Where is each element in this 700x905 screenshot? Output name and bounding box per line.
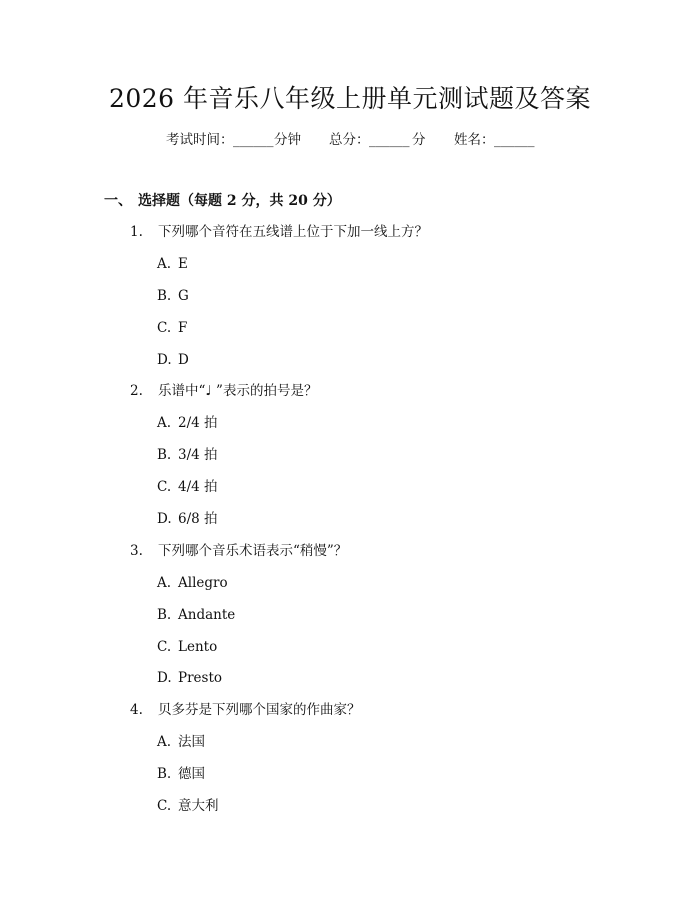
option-1-a	[157, 253, 188, 275]
question-number: 3.	[130, 543, 143, 559]
question-text: 乐谱中“♩ ”表示的拍号是？	[158, 383, 318, 399]
option-text: 4/4 拍	[178, 479, 218, 495]
option-2-d	[157, 508, 218, 530]
option-letter: B.	[157, 447, 172, 463]
time-unit: 分钟	[274, 132, 301, 148]
question-number: 2.	[130, 383, 143, 399]
section-title: 选择题（每题 2 分，共 20 分）	[138, 193, 341, 209]
section-heading	[104, 190, 341, 212]
option-letter: A.	[157, 256, 172, 272]
option-letter: C.	[157, 479, 172, 495]
option-text: 3/4 拍	[178, 447, 218, 463]
option-letter: B.	[157, 288, 172, 304]
option-1-c	[157, 317, 187, 339]
option-letter: B.	[157, 766, 172, 782]
option-2-b	[157, 444, 218, 466]
option-text: 法国	[178, 734, 205, 750]
option-letter: A.	[157, 415, 172, 431]
question-text: 下列哪个音符在五线谱上位于下加一线上方？	[158, 224, 428, 240]
option-letter: D.	[157, 352, 172, 368]
option-1-b	[157, 285, 189, 307]
question-4	[130, 699, 361, 721]
question-2	[130, 380, 317, 402]
option-text: G	[178, 288, 189, 304]
time-blank: ______	[233, 132, 274, 148]
option-text: 德国	[178, 766, 205, 782]
name-blank: ______	[494, 132, 535, 148]
option-letter: C.	[157, 798, 172, 814]
question-text: 贝多芬是下列哪个国家的作曲家？	[158, 702, 361, 718]
option-text: Allegro	[178, 575, 228, 591]
option-3-d	[157, 667, 222, 689]
page-title: 2026 年音乐八年级上册单元测试题及答案	[108, 84, 592, 113]
option-3-c	[157, 636, 217, 658]
question-number: 1.	[130, 224, 143, 240]
question-number: 4.	[130, 702, 143, 718]
score-blank: ______	[369, 132, 410, 148]
option-4-a	[157, 731, 205, 753]
option-text: F	[178, 320, 188, 336]
name-label: 姓名：	[454, 132, 495, 148]
option-3-b	[157, 604, 235, 626]
option-text: 意大利	[178, 798, 219, 814]
option-text: Lento	[178, 639, 218, 655]
option-4-c	[157, 795, 219, 817]
score-unit: 分	[412, 132, 426, 148]
option-4-b	[157, 763, 205, 785]
option-text: Presto	[178, 670, 223, 686]
option-letter: A.	[157, 734, 172, 750]
question-3	[130, 540, 347, 562]
question-text: 下列哪个音乐术语表示“稍慢”？	[158, 543, 348, 559]
option-text: Andante	[178, 607, 236, 623]
option-1-d	[157, 349, 189, 371]
option-letter: A.	[157, 575, 172, 591]
option-letter: D.	[157, 670, 172, 686]
option-letter: B.	[157, 607, 172, 623]
option-text: 2/4 拍	[178, 415, 218, 431]
option-3-a	[157, 572, 228, 594]
option-2-a	[157, 412, 218, 434]
option-2-c	[157, 476, 218, 498]
score-label: 总分：	[329, 132, 370, 148]
option-letter: C.	[157, 639, 172, 655]
question-1	[130, 221, 428, 243]
option-text: 6/8 拍	[178, 511, 218, 527]
option-letter: C.	[157, 320, 172, 336]
section-number: 一、	[104, 193, 132, 209]
option-text: E	[178, 256, 188, 272]
option-letter: D.	[157, 511, 172, 527]
time-label: 考试时间：	[166, 132, 234, 148]
option-text: D	[178, 352, 189, 368]
